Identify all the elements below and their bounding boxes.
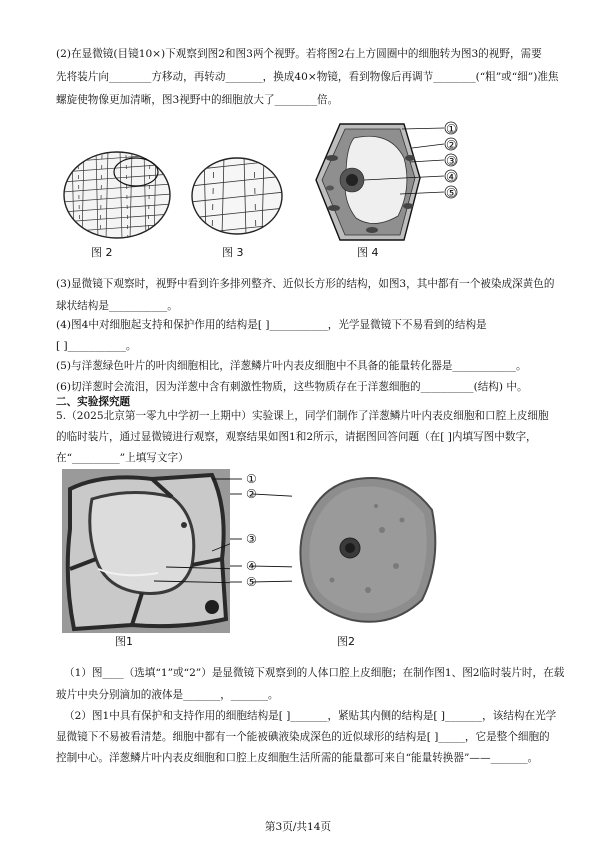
q2-line1: (2)在显微镜(目镜10×)下观察到图2和图3两个视野。若将图2右上方圆圈中的细胞转为图3的视野，需要 — [56, 48, 542, 60]
q3-line1: (3)显微镜下观察时，视野中看到许多排列整齐、近似长方形的结构，如图3，其中都有一个被染成深黄色的 — [56, 278, 555, 290]
sub1-line2: 玻片中央分别滴加的液体是_______，_______。 — [56, 689, 279, 701]
section-heading: 二、实验探究题 — [56, 396, 131, 408]
q2-line3: 螺旋使物像更加清晰，图3视野中的细胞放大了________倍。 — [56, 94, 339, 106]
figure-1-caption: 图1 — [115, 635, 133, 648]
problem5-line3: 在“_________”上填写文字） — [56, 452, 189, 464]
fig4-label-3: ③ — [446, 154, 457, 168]
figure-2-microscope-field — [62, 150, 172, 240]
fig4-label-1: ① — [446, 122, 457, 136]
figure-4-plant-cell-diagram — [312, 118, 462, 248]
sub2-line2: 显微镜下不易被看清楚。细胞中都有一个能被碘液染成深色的近似球形的结构是[ ]_____，它是整个细胞的 — [56, 731, 550, 743]
fig4-label-2: ② — [446, 138, 457, 152]
figure-2-caption: 图 2 — [91, 246, 113, 259]
q4-line2: [ ]___________。 — [56, 340, 137, 352]
figure-4-caption: 图 4 — [357, 246, 379, 259]
fig-bottom-label-4: ④ — [246, 559, 257, 573]
q3-line2: 球状结构是___________。 — [56, 300, 178, 312]
sub2-line1: （2）图1中具有保护和支持作用的细胞结构是[ ]_______，紧贴其内侧的结构是[ ]_______，该结构在光学 — [64, 710, 557, 722]
fig-bottom-label-2: ② — [246, 487, 257, 501]
figure-3-caption: 图 3 — [222, 246, 244, 259]
fig4-label-5: ⑤ — [446, 186, 457, 200]
problem5-line1: 5.（2025北京第一零九中学初一上期中）实验课上，同学们制作了洋葱鳞片叶内表皮细胞和口腔上皮细胞 — [56, 410, 549, 422]
q4-line1: (4)图4中对细胞起支持和保护作用的结构是[ ]___________，光学显微镜下不易看到的结构是 — [56, 319, 487, 331]
page-number: 第3页/共14页 — [264, 821, 332, 833]
sub2-line3: 控制中心。洋葱鳞片叶内表皮细胞和口腔上皮细胞生活所需的能量都可来自“能量转换器”——_______。 — [56, 752, 539, 764]
q6-line1: (6)切洋葱时会流泪，因为洋葱中含有刺激性物质，这些物质存在于洋葱细胞的__________(结构) 中。 — [56, 381, 528, 393]
problem5-line2: 的临时装片，通过显微镜进行观察，观察结果如图1和2所示，请据图回答问题（在[ ]内填写图中数字， — [56, 431, 537, 443]
figure-1-onion-epidermis-photo — [62, 469, 230, 633]
sub1-line1: （1）图____（选填“1”或“2”）是显微镜下观察到的人体口腔上皮细胞；在制作图1、图2临时装片时，在载 — [64, 667, 565, 679]
figure-3-microscope-field — [190, 156, 285, 236]
figure-2b-caption: 图2 — [337, 635, 355, 648]
q5-line1: (5)与洋葱绿色叶片的叶肉细胞相比，洋葱鳞片叶内表皮细胞中不具备的能量转化器是____________。 — [56, 360, 527, 372]
figure-2-oral-epithelial-cell-photo — [292, 470, 442, 630]
fig-bottom-label-3: ③ — [246, 532, 257, 546]
fig-bottom-label-5: ⑤ — [246, 575, 257, 589]
q2-line2: 先将装片向________方移动，再转动_______，换成40×物镜，看到物像后再调节________(“粗”或“细”)准焦 — [56, 71, 559, 83]
fig4-label-4: ④ — [446, 170, 457, 184]
fig-bottom-label-1: ① — [246, 472, 257, 486]
